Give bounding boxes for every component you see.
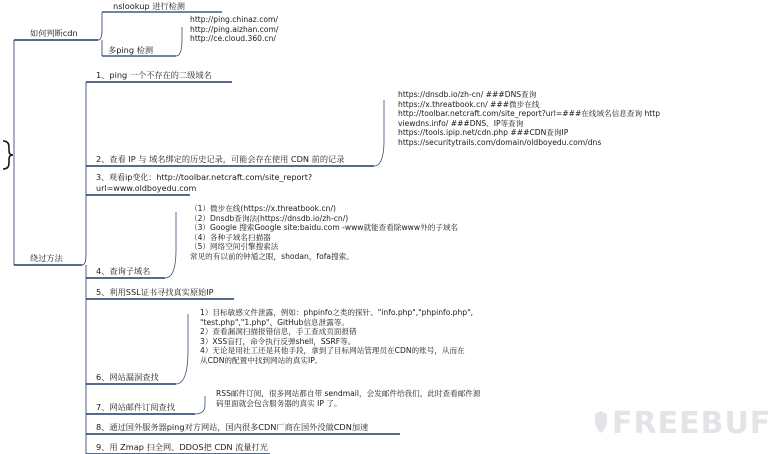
subdomain-branch: [165, 212, 176, 278]
method-7: 7、网站邮件订阅查找: [96, 402, 175, 412]
vuln-note: 从CDN的配置中找到网站的真实IP。: [200, 355, 323, 365]
watermark-logo-icon: [594, 410, 608, 434]
subdomain-notes: [190, 204, 458, 262]
history-site: http://toolbar.netcraft.com/site_report?url=###在线域名信息查询 http: [398, 109, 661, 119]
cdn-branch: [98, 12, 102, 56]
history-site: viewdns.info/ ###DNS、IP等查询: [398, 118, 524, 128]
root-bypass: 绕过方法: [30, 253, 63, 263]
subdomain-note: （5）网络空间引擎搜索法: [190, 242, 279, 252]
method-9: 9、用 Zmap 扫全网、DDOS把 CDN 流量打光: [96, 442, 268, 452]
method-3-line: url=www.oldboyedu.com: [96, 183, 197, 193]
method-3-line: 3、观看ip变化：http://toolbar.netcraft.com/site_report?: [96, 173, 313, 182]
history-site: https://securitytrails.com/domain/oldboyedu.com/dns: [398, 137, 602, 147]
nslookup-label: nslookup 进行检测: [113, 1, 185, 11]
mail-note: 码里面就会包含服务器的真实 IP 了。: [216, 398, 342, 408]
mail-note: RSS邮件订阅，很多网站都自带 sendmail，会发邮件给我们，此时查看邮件源: [216, 389, 481, 398]
subdomain-note: （2）Dnsdb查询法(https://dnsdb.io/zh-cn/): [190, 213, 349, 223]
vuln-note: "test.php","1.php"、GitHub信息泄露等。: [200, 317, 350, 327]
watermark: FREEBUF: [612, 406, 771, 441]
vuln-note: 3）XSS盲打，命令执行反弹shell，SSRF等。: [200, 336, 356, 346]
subdomain-note: （4）各种子域名扫描器: [190, 232, 271, 242]
method-1: 1、ping 一个不存在的二级域名: [96, 70, 212, 80]
vuln-note: 4）无论是用社工还是其他手段，拿到了目标网站管理员在CDN的账号，从而在: [200, 346, 465, 356]
method-8: 8、通过国外服务器ping对方网站，国内很多CDN厂商在国外没做CDN加速: [96, 422, 369, 432]
multiping-to-sites: [176, 27, 182, 56]
history-site: https://dnsdb.io/zh-cn/ ###DNS查询: [398, 90, 537, 99]
subdomain-note: （1）微步在线(https://x.threatbook.cn/): [190, 204, 336, 213]
vuln-note: 1）目标敏感文件泄露，例如：phpinfo之类的探针、"info.php","phpinfo.php",: [200, 308, 474, 317]
mail-branch: [195, 396, 205, 414]
method-4: 4、查询子域名: [96, 266, 151, 276]
vuln-branch: [176, 314, 188, 384]
ping-site: http://ping.aizhan.com/: [190, 24, 279, 34]
root-cdn-check: 如何判断cdn: [30, 28, 78, 38]
subdomain-note: 常见的有以前的钟馗之眼，shodan，fofa搜索。: [190, 251, 354, 261]
mail-notes: [216, 389, 480, 408]
bypass-trunk: [82, 82, 86, 454]
history-sites-list: [398, 90, 660, 148]
method-5: 5、利用SSL证书寻找真实原始IP: [96, 287, 214, 297]
subdomain-note: （3）Google 搜索Google site:baidu.com -www就能查看除www外的子域名: [190, 223, 459, 233]
multi-ping-label: 多ping 检测: [108, 45, 154, 55]
history-branch: [374, 100, 384, 166]
root-brace: [3, 141, 13, 169]
vuln-note: 2）查看漏洞扫描报错信息，手工查成页面报错: [200, 327, 357, 337]
method-2: 2、查看 IP 与 域名绑定的历史记录，可能会存在使用 CDN 前的记录: [96, 154, 345, 164]
ping-sites-list: [190, 15, 278, 44]
history-site: https://tools.ipip.net/cdn.php ###CDN查询IP: [398, 128, 569, 138]
method-3: [96, 173, 312, 194]
history-site: https://x.threatbook.cn/ ###微步在线: [398, 99, 540, 109]
vuln-notes: [200, 308, 473, 366]
method-6: 6、网站漏洞查找: [96, 372, 159, 382]
ping-site: http://ping.chinaz.com/: [190, 15, 278, 24]
ping-site: http://ce.cloud.360.cn/: [190, 34, 276, 44]
